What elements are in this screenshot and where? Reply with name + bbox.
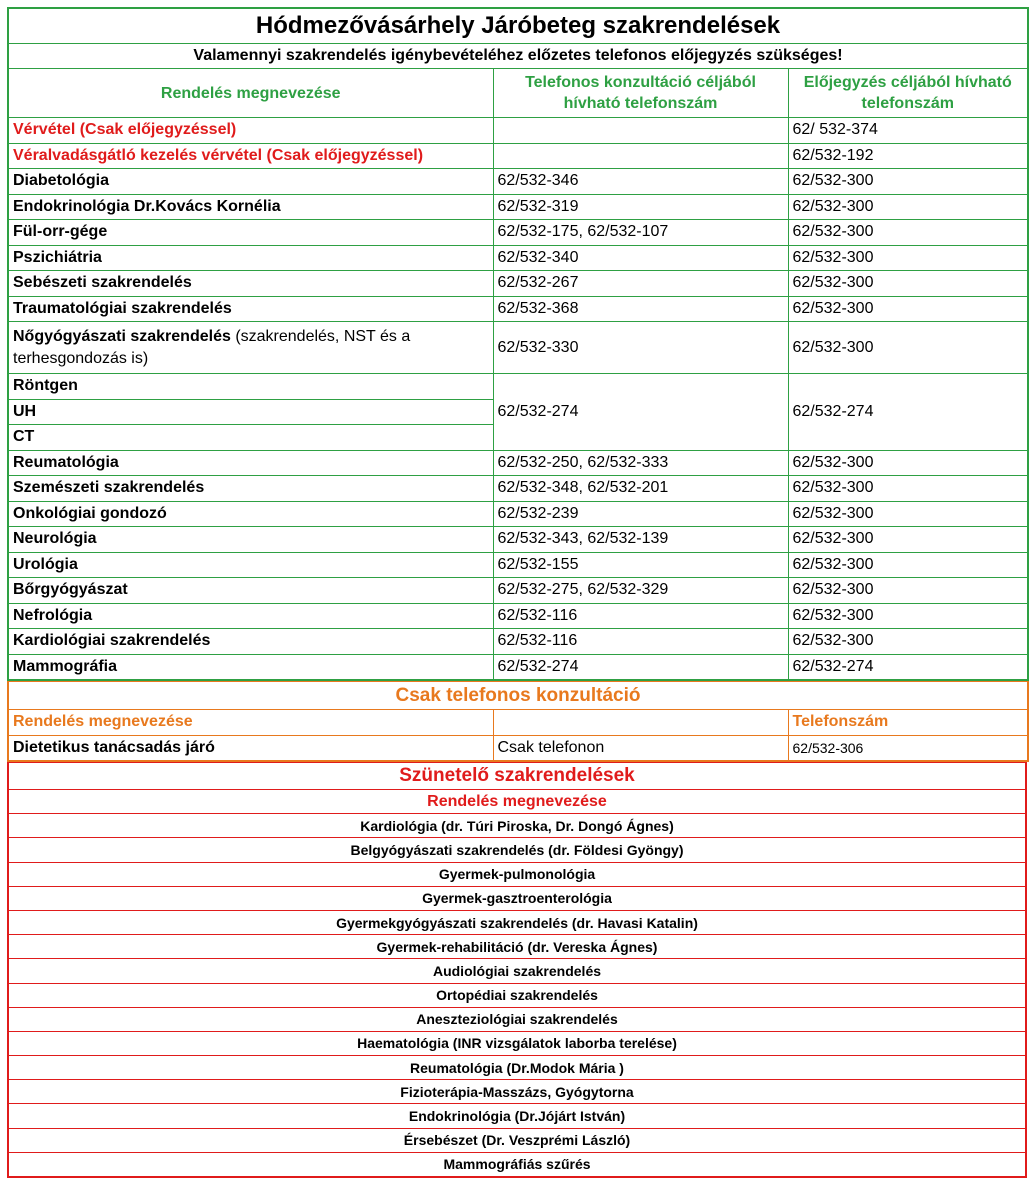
suspended-item: Audiológiai szakrendelés [8,959,1026,983]
table-row [8,1031,1026,1055]
table-row [8,271,1028,297]
table-row [8,245,1028,271]
clinic-name: Traumatológiai szakrendelés [8,296,493,322]
consult-phone: 62/532-239 [493,501,788,527]
table-row [8,476,1028,502]
booking-phone: 62/532-300 [788,322,1028,374]
booking-phone: 62/532-300 [788,245,1028,271]
suspended-item: Kardiológia (dr. Túri Piroska, Dr. Dongó Ágnes) [8,814,1026,838]
col-header-empty [493,710,788,736]
col-header-name: Rendelés megnevezése [8,69,493,118]
consult-mode: Csak telefonon [493,735,788,761]
clinic-name [8,322,493,374]
consult-phone: 62/532-250, 62/532-333 [493,450,788,476]
suspended-item: Gyermek-pulmonológia [8,862,1026,886]
consult-phone: 62/532-274 [493,654,788,680]
suspended-clinics-table [7,762,1027,1178]
suspended-item: Belgyógyászati szakrendelés (dr. Földesi Gyöngy) [8,838,1026,862]
booking-phone: 62/532-274 [788,374,1028,451]
consult-phone [493,118,788,144]
suspended-item: Endokrinológia (Dr.Jójárt István) [8,1104,1026,1128]
column-header-row [8,710,1028,736]
table-row [8,1080,1026,1104]
notice-row [8,44,1028,69]
booking-phone: 62/532-300 [788,220,1028,246]
clinic-name: Mammográfia [8,654,493,680]
booking-notice: Valamennyi szakrendelés igénybevételéhez előzetes telefonos előjegyzés szükséges! [8,44,1028,69]
consult-phone: 62/532-175, 62/532-107 [493,220,788,246]
booking-phone: 62/532-274 [788,654,1028,680]
suspended-title: Szünetelő szakrendelések [8,763,1026,790]
table-row [8,886,1026,910]
clinic-name: Reumatológia [8,450,493,476]
table-row [8,735,1028,761]
table-row [8,1128,1026,1152]
col-header-consult: Telefonos konzultáció céljából hívható telefonszám [493,69,788,118]
table-row [8,1007,1026,1031]
clinic-name: Onkológiai gondozó [8,501,493,527]
table-row [8,983,1026,1007]
consult-phone: 62/532-116 [493,629,788,655]
suspended-item: Haematológia (INR vizsgálatok laborba terelése) [8,1031,1026,1055]
booking-phone: 62/532-300 [788,476,1028,502]
suspended-item: Fizioterápia-Masszázs, Gyógytorna [8,1080,1026,1104]
suspended-item: Mammográfiás szűrés [8,1152,1026,1177]
section-title-row [8,763,1026,790]
table-row [8,1104,1026,1128]
booking-phone: 62/532-300 [788,296,1028,322]
table-row [8,959,1026,983]
consult-phone: 62/532-275, 62/532-329 [493,578,788,604]
suspended-item: Ortopédiai szakrendelés [8,983,1026,1007]
column-header-row [8,790,1026,814]
booking-phone: 62/532-300 [788,578,1028,604]
active-clinics-table [7,7,1029,681]
table-row [8,603,1028,629]
clinic-name: Szemészeti szakrendelés [8,476,493,502]
booking-phone: 62/532-300 [788,527,1028,553]
table-row [8,1152,1026,1177]
section-title-row [8,682,1028,710]
clinic-name: UH [8,399,493,425]
table-row [8,374,1028,400]
booking-phone: 62/532-300 [788,450,1028,476]
col-header-name: Rendelés megnevezése [8,790,1026,814]
table-row [8,527,1028,553]
booking-phone: 62/ 532-374 [788,118,1028,144]
consult-phone: 62/532-330 [493,322,788,374]
suspended-item: Gyermek-rehabilitáció (dr. Vereska Ágnes) [8,935,1026,959]
table-row [8,322,1028,374]
table-row [8,169,1028,195]
consult-phone: 62/532-319 [493,194,788,220]
clinic-name: Pszichiátria [8,245,493,271]
clinic-name: Kardiológiai szakrendelés [8,629,493,655]
consult-phone: 62/532-346 [493,169,788,195]
consult-phone [493,143,788,169]
consult-phone: 62/532-267 [493,271,788,297]
schedule-document [7,7,1027,1178]
table-row [8,910,1026,934]
phone-only-title: Csak telefonos konzultáció [8,682,1028,710]
booking-phone: 62/532-300 [788,552,1028,578]
clinic-name: Neurológia [8,527,493,553]
table-row [8,838,1026,862]
table-row [8,814,1026,838]
clinic-name-main: Nőgyógyászati szakrendelés [13,327,231,345]
clinic-name: Röntgen [8,374,493,400]
booking-phone: 62/532-300 [788,271,1028,297]
clinic-name: Nefrológia [8,603,493,629]
booking-phone: 62/532-192 [788,143,1028,169]
table-row [8,450,1028,476]
clinic-name: Diabetológia [8,169,493,195]
table-row [8,629,1028,655]
table-row [8,862,1026,886]
suspended-item: Gyermekgyógyászati szakrendelés (dr. Havasi Katalin) [8,910,1026,934]
clinic-name: Fül-orr-gége [8,220,493,246]
clinic-name-detail: (szakrendelés, NST és a terhesgondozás is) [13,327,411,367]
page-title: Hódmezővásárhely Járóbeteg szakrendelések [8,8,1028,44]
table-row [8,194,1028,220]
phone-number: 62/532-306 [788,735,1028,761]
table-row [8,296,1028,322]
suspended-item: Érsebészet (Dr. Veszprémi László) [8,1128,1026,1152]
table-row [8,654,1028,680]
clinic-name: Bőrgyógyászat [8,578,493,604]
clinic-name: Dietetikus tanácsadás járó [8,735,493,761]
consult-phone: 62/532-155 [493,552,788,578]
consult-phone: 62/532-116 [493,603,788,629]
consult-phone: 62/532-340 [493,245,788,271]
table-row [8,143,1028,169]
clinic-name: Vérvétel (Csak előjegyzéssel) [8,118,493,144]
table-row [8,118,1028,144]
consult-phone: 62/532-348, 62/532-201 [493,476,788,502]
consult-phone: 62/532-274 [493,374,788,451]
table-row [8,220,1028,246]
table-row [8,1056,1026,1080]
phone-only-table [7,681,1029,762]
clinic-name: Véralvadásgátló kezelés vérvétel (Csak előjegyzéssel) [8,143,493,169]
booking-phone: 62/532-300 [788,603,1028,629]
suspended-item: Aneszteziológiai szakrendelés [8,1007,1026,1031]
col-header-booking: Előjegyzés céljából hívható telefonszám [788,69,1028,118]
table-row [8,578,1028,604]
booking-phone: 62/532-300 [788,194,1028,220]
table-row [8,501,1028,527]
col-header-name: Rendelés megnevezése [8,710,493,736]
table-row [8,935,1026,959]
title-row [8,8,1028,44]
suspended-item: Gyermek-gasztroenterológia [8,886,1026,910]
booking-phone: 62/532-300 [788,629,1028,655]
booking-phone: 62/532-300 [788,169,1028,195]
clinic-name: CT [8,425,493,451]
column-header-row [8,69,1028,118]
table-row [8,552,1028,578]
consult-phone: 62/532-343, 62/532-139 [493,527,788,553]
clinic-name: Endokrinológia Dr.Kovács Kornélia [8,194,493,220]
booking-phone: 62/532-300 [788,501,1028,527]
clinic-name: Sebészeti szakrendelés [8,271,493,297]
clinic-name: Urológia [8,552,493,578]
col-header-phone: Telefonszám [788,710,1028,736]
consult-phone: 62/532-368 [493,296,788,322]
suspended-item: Reumatológia (Dr.Modok Mária ) [8,1056,1026,1080]
